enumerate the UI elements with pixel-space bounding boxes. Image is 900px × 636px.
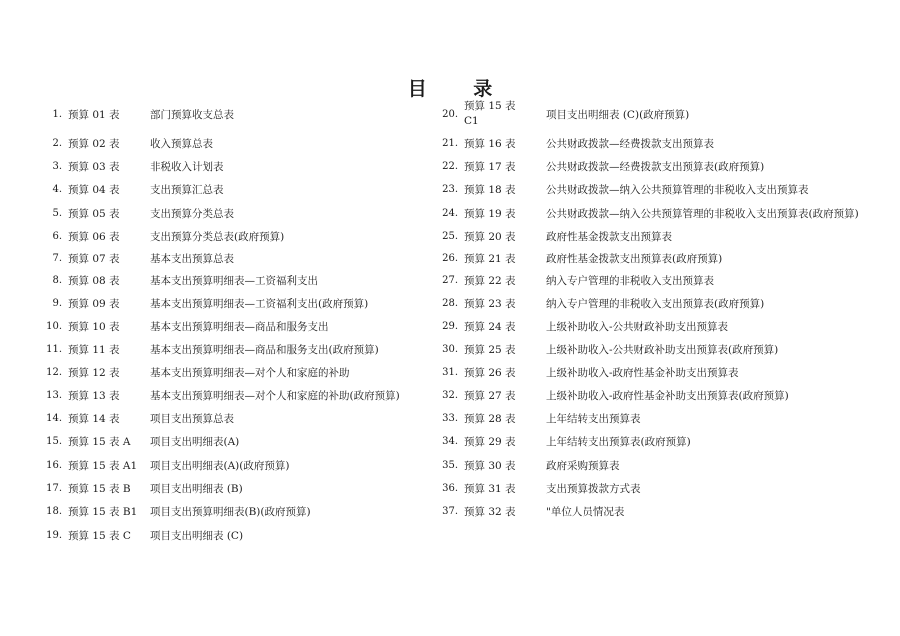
entry-number: 8. [52, 274, 62, 286]
entry-table-code: 预算 30 表 [464, 459, 516, 472]
toc-entry[interactable] [36, 133, 213, 153]
entry-number: 25. [442, 230, 458, 242]
entry-description: 项目支出明细表(A) [150, 435, 240, 448]
entry-number: 3. [52, 160, 62, 172]
entry-number: 33. [442, 412, 458, 424]
toc-entry[interactable] [432, 179, 809, 199]
toc-entry[interactable] [432, 455, 620, 475]
entry-description: 部门预算收支总表 [150, 108, 234, 121]
entry-number: 5. [52, 207, 62, 219]
entry-number: 9. [52, 297, 62, 309]
entry-number: 7. [52, 252, 62, 264]
entry-description: 项目支出明细表 (B) [150, 482, 243, 495]
entry-number: 29. [442, 320, 458, 332]
entry-description: 上年结转支出预算表 [546, 412, 641, 425]
entry-description: 公共财政拨款—经费拨款支出预算表 [546, 137, 714, 150]
entry-description: 公共财政拨款—纳入公共预算管理的非税收入支出预算表 [546, 183, 809, 196]
toc-entry[interactable] [432, 385, 789, 405]
entry-description: 基本支出预算明细表—商品和服务支出(政府预算) [150, 343, 379, 356]
entry-number: 15. [46, 435, 62, 447]
toc-entry[interactable] [432, 226, 672, 246]
toc-entry[interactable] [36, 179, 224, 199]
entry-description: 基本支出预算明细表—商品和服务支出 [150, 320, 329, 333]
entry-number: 17. [46, 482, 62, 494]
entry-description: 公共财政拨款—经费拨款支出预算表(政府预算) [546, 160, 765, 173]
entry-table-code: 预算 11 表 [68, 343, 120, 356]
entry-table-code: 预算 07 表 [68, 252, 120, 265]
entry-number: 16. [46, 459, 62, 471]
entry-description: 项目支出预算总表 [150, 412, 234, 425]
entry-table-code: 预算 20 表 [464, 230, 516, 243]
entry-number: 6. [52, 230, 62, 242]
toc-entry[interactable] [36, 316, 329, 336]
toc-entry[interactable] [432, 339, 778, 359]
entry-number: 31. [442, 366, 458, 378]
entry-number: 21. [442, 137, 458, 149]
entry-description: "单位人员情况表 [546, 505, 625, 518]
entry-number: 22. [442, 160, 458, 172]
entry-description: 非税收入计划表 [150, 160, 224, 173]
entry-description: 支出预算拨款方式表 [546, 482, 641, 495]
entry-description: 上级补助收入-公共财政补助支出预算表(政府预算) [546, 343, 779, 356]
entry-number: 28. [442, 297, 458, 309]
entry-description: 项目支出明细表 (C)(政府预算) [546, 108, 690, 121]
toc-entry[interactable] [432, 431, 691, 451]
entry-number: 35. [442, 459, 458, 471]
entry-table-code: 预算 22 表 [464, 274, 516, 287]
entry-table-code: 预算 15 表 B [68, 482, 131, 495]
toc-entry[interactable] [36, 385, 400, 405]
entry-description: 上级补助收入-政府性基金补助支出预算表(政府预算) [546, 389, 789, 402]
entry-table-code: 预算 15 表 B1 [68, 505, 138, 518]
toc-entry[interactable] [432, 362, 739, 382]
entry-table-code: 预算 08 表 [68, 274, 120, 287]
entry-description: 上年结转支出预算表(政府预算) [546, 435, 691, 448]
entry-description: 纳入专户管理的非税收入支出预算表(政府预算) [546, 297, 765, 310]
entry-table-code: 预算 04 表 [68, 183, 120, 196]
entry-number: 11. [46, 343, 62, 355]
entry-description: 项目支出预算明细表(B)(政府预算) [150, 505, 311, 518]
page-title: 目 录 [407, 78, 513, 100]
toc-entry[interactable] [36, 203, 234, 223]
entry-number: 19. [46, 529, 62, 541]
entry-number: 20. [442, 108, 458, 120]
entry-table-code: 预算 12 表 [68, 366, 120, 379]
toc-entry[interactable] [36, 362, 350, 382]
toc-entry[interactable] [432, 408, 641, 428]
entry-number: 24. [442, 207, 458, 219]
entry-description: 基本支出预算明细表—工资福利支出 [150, 274, 318, 287]
toc-entry[interactable] [36, 248, 234, 268]
entry-description: 项目支出明细表(A)(政府预算) [150, 459, 290, 472]
entry-table-code: 预算 19 表 [464, 207, 516, 220]
entry-table-code: 预算 21 表 [464, 252, 516, 265]
entry-number: 2. [52, 137, 62, 149]
entry-table-code: 预算 02 表 [68, 137, 120, 150]
toc-entry[interactable] [36, 293, 368, 313]
toc-entry[interactable] [36, 156, 224, 176]
toc-entry[interactable] [432, 203, 859, 223]
entry-number: 13. [46, 389, 62, 401]
entry-table-code: 预算 29 表 [464, 435, 516, 448]
entry-table-code: 预算 23 表 [464, 297, 516, 310]
toc-entry[interactable] [432, 501, 624, 521]
toc-entry[interactable] [36, 339, 379, 359]
entry-description: 基本支出预算明细表—对个人和家庭的补助(政府预算) [150, 389, 400, 402]
entry-description: 支出预算汇总表 [150, 183, 224, 196]
entry-table-code: 预算 10 表 [68, 320, 120, 333]
entry-table-code: 预算 06 表 [68, 230, 120, 243]
entry-description: 上级补助收入-政府性基金补助支出预算表 [546, 366, 739, 379]
entry-table-code: 预算 16 表 [464, 137, 516, 150]
toc-entry[interactable] [432, 156, 764, 176]
entry-description: 纳入专户管理的非税收入支出预算表 [546, 274, 714, 287]
entry-number: 30. [442, 343, 458, 355]
toc-entry[interactable] [432, 133, 714, 153]
toc-entry[interactable] [36, 431, 239, 451]
entry-table-code: 预算 15 表 A1 [68, 459, 138, 472]
toc-entry[interactable] [36, 408, 234, 428]
entry-table-code: 预算 24 表 [464, 320, 516, 333]
toc-entry[interactable] [432, 293, 764, 313]
entry-number: 34. [442, 435, 458, 447]
entry-description: 政府性基金拨款支出预算表(政府预算) [546, 252, 723, 265]
toc-entry[interactable] [36, 455, 289, 475]
entry-number: 37. [442, 505, 458, 517]
entry-number: 18. [46, 505, 62, 517]
entry-description: 收入预算总表 [150, 137, 213, 150]
entry-description: 政府性基金拨款支出预算表 [546, 230, 672, 243]
entry-table-code: 预算 27 表 [464, 389, 516, 402]
entry-table-code: 预算 31 表 [464, 482, 516, 495]
toc-entry[interactable] [432, 248, 722, 268]
toc-entry[interactable] [36, 525, 243, 545]
entry-description: 政府采购预算表 [546, 459, 620, 472]
toc-entry[interactable] [432, 99, 689, 129]
toc-entry[interactable] [432, 316, 728, 336]
entry-description: 上级补助收入-公共财政补助支出预算表 [546, 320, 729, 333]
entry-description: 支出预算分类总表 [150, 207, 234, 220]
entry-table-code: 预算 15 表 C [68, 529, 131, 542]
entry-number: 10. [46, 320, 62, 332]
entry-number: 27. [442, 274, 458, 286]
entry-table-code: 预算 26 表 [464, 366, 516, 379]
entry-number: 32. [442, 389, 458, 401]
entry-table-code: 预算 15 表 C1 [464, 100, 516, 127]
entry-description: 支出预算分类总表(政府预算) [150, 230, 285, 243]
entry-description: 基本支出预算明细表—对个人和家庭的补助 [150, 366, 350, 379]
entry-table-code: 预算 09 表 [68, 297, 120, 310]
toc-entry[interactable] [36, 270, 318, 290]
entry-number: 1. [52, 108, 62, 120]
entry-description: 公共财政拨款—纳入公共预算管理的非税收入支出预算表(政府预算) [546, 207, 859, 220]
entry-table-code: 预算 05 表 [68, 207, 120, 220]
entry-table-code: 预算 13 表 [68, 389, 120, 402]
entry-table-code: 预算 28 表 [464, 412, 516, 425]
toc-entry[interactable] [432, 478, 641, 498]
entry-table-code: 预算 17 表 [464, 160, 516, 173]
entry-number: 26. [442, 252, 458, 264]
entry-table-code: 预算 14 表 [68, 412, 120, 425]
toc-entry[interactable] [36, 104, 234, 124]
toc-entry[interactable] [36, 501, 311, 521]
entry-number: 14. [46, 412, 62, 424]
toc-entry[interactable] [432, 270, 714, 290]
entry-description: 项目支出明细表 (C) [150, 529, 244, 542]
entry-number: 4. [52, 183, 62, 195]
entry-description: 基本支出预算明细表—工资福利支出(政府预算) [150, 297, 369, 310]
entry-table-code: 预算 25 表 [464, 343, 516, 356]
entry-table-code: 预算 18 表 [464, 183, 516, 196]
entry-description: 基本支出预算总表 [150, 252, 234, 265]
toc-entry[interactable] [36, 226, 284, 246]
entry-number: 36. [442, 482, 458, 494]
entry-number: 23. [442, 183, 458, 195]
entry-number: 12. [46, 366, 62, 378]
entry-table-code: 预算 32 表 [464, 505, 516, 518]
toc-entry[interactable] [36, 478, 243, 498]
entry-table-code: 预算 15 表 A [68, 435, 131, 448]
entry-table-code: 预算 01 表 [68, 108, 120, 121]
entry-table-code: 预算 03 表 [68, 160, 120, 173]
